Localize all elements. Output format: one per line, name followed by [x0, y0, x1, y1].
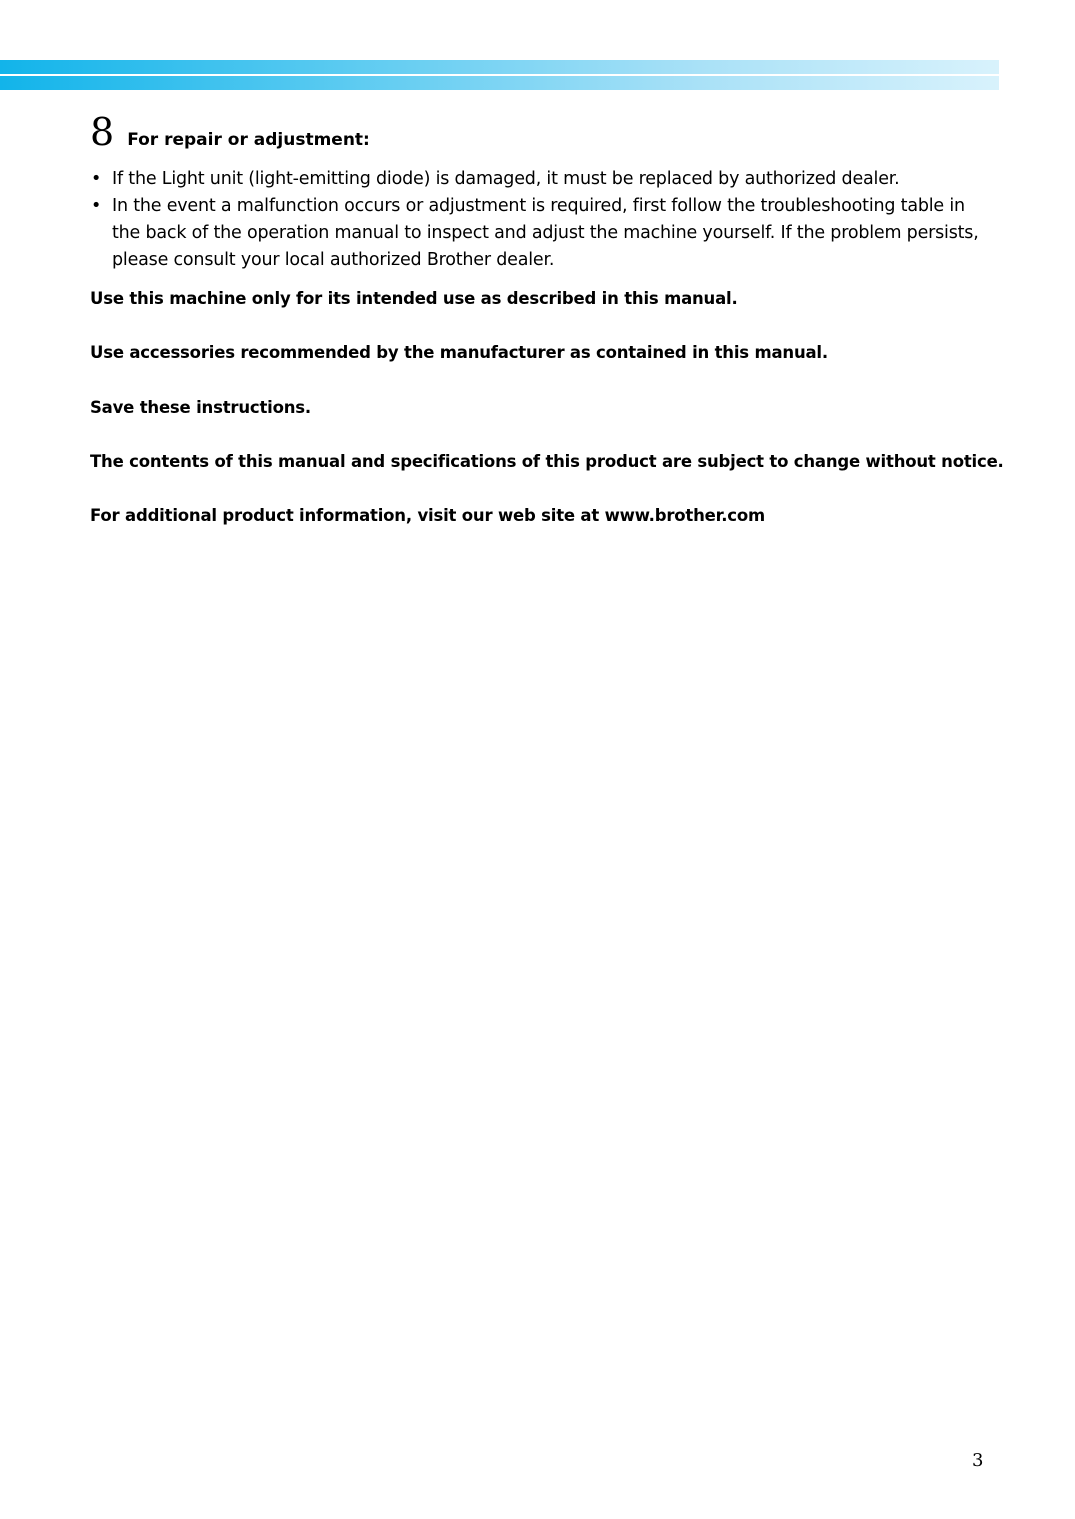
section-heading: [90, 112, 370, 152]
header-divider-line: [0, 74, 999, 76]
note-save-instructions: Save these instructions.: [90, 398, 311, 417]
list-item: [90, 166, 990, 193]
note-accessories: Use accessories recommended by the manufacturer as contained in this manual.: [90, 343, 828, 362]
list-item: [90, 193, 990, 274]
bullet-list: [90, 166, 990, 274]
bullet-text: If the Light unit (light-emitting diode) is damaged, it must be replaced by authorized dealer.: [112, 169, 900, 189]
note-subject-to-change: The contents of this manual and specifications of this product are subject to change without notice.: [90, 452, 1004, 471]
note-website: For additional product information, visit our web site at www.brother.com: [90, 506, 766, 525]
bullet-text: In the event a malfunction occurs or adjustment is required, first follow the troubleshooting table in the back of the operation manual to inspect and adjust the machine yourself. If the problem persists, please consult your local authorized Brother dealer.: [112, 196, 979, 270]
note-intended-use: Use this machine only for its intended use as described in this manual.: [90, 289, 738, 308]
section-title: For repair or adjustment:: [127, 130, 370, 150]
section-number: 8: [90, 110, 115, 154]
bullet-icon: •: [91, 169, 102, 189]
page-number: 3: [972, 1450, 984, 1471]
bullet-icon: •: [91, 196, 102, 216]
